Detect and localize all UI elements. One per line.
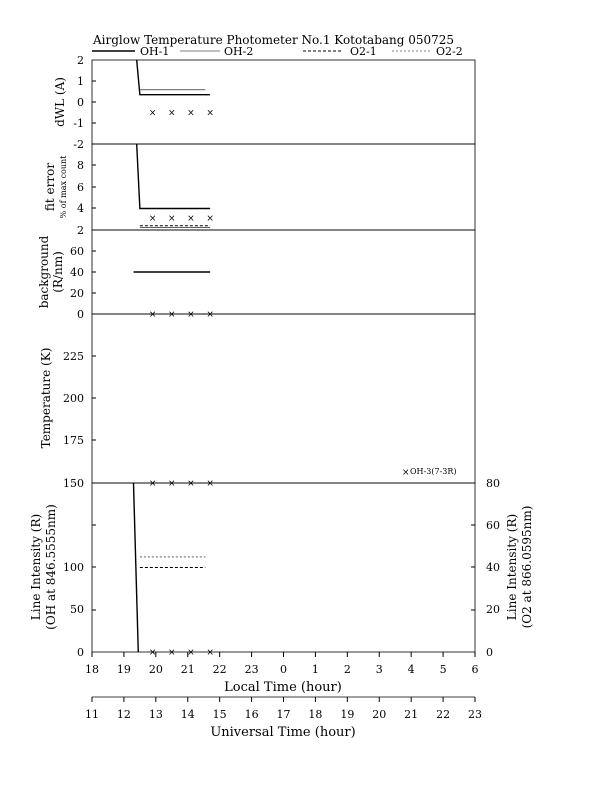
bg-yaxis bbox=[37, 235, 96, 321]
temp-ylabel: Temperature (K) bbox=[39, 347, 53, 449]
local-tick-label: 23 bbox=[244, 663, 259, 676]
ut-tick-label: 11 bbox=[85, 708, 99, 721]
plot-data bbox=[133, 60, 213, 658]
fit-ylabel-2: % of max count bbox=[59, 155, 68, 219]
data-marker: × bbox=[187, 479, 195, 489]
ut-tick-label: 20 bbox=[372, 708, 387, 721]
ut-tick-label: 17 bbox=[276, 708, 291, 721]
legend-oh2: OH-2 bbox=[224, 45, 254, 58]
ut-tick-label: 12 bbox=[116, 708, 131, 721]
ut-tick-label: 13 bbox=[148, 708, 163, 721]
ut-tick-label: 19 bbox=[340, 708, 355, 721]
data-marker: × bbox=[168, 214, 176, 225]
data-marker: × bbox=[187, 214, 195, 225]
ut-tick-label: 21 bbox=[404, 708, 419, 721]
int-ylabel-2: (OH at 846.5555nm) bbox=[44, 504, 58, 630]
dwl-tick: -1 bbox=[73, 117, 84, 130]
local-tick-label: 22 bbox=[212, 663, 227, 676]
dwl-tick: -2 bbox=[73, 138, 84, 151]
data-marker: × bbox=[206, 310, 214, 320]
ut-tick-label: 23 bbox=[468, 708, 482, 721]
fit-tick: 4 bbox=[77, 202, 84, 215]
chart-title: Airglow Temperature Photometer No.1 Kototabang 050725 bbox=[93, 33, 455, 47]
data-marker: × bbox=[168, 310, 176, 320]
data-marker: × bbox=[187, 108, 195, 119]
dwl-tick: 1 bbox=[77, 75, 84, 88]
int-tick: 150 bbox=[63, 477, 84, 490]
bg-ylabel-1: background bbox=[37, 235, 51, 309]
data-marker: × bbox=[148, 479, 157, 489]
fit-yaxis bbox=[43, 155, 96, 237]
dwl-yaxis bbox=[53, 54, 96, 151]
data-marker: × bbox=[206, 214, 214, 225]
ut-tick-label: 14 bbox=[180, 708, 195, 721]
local-tick-label: 5 bbox=[439, 663, 447, 676]
fit-tick: 6 bbox=[77, 181, 84, 194]
bg-tick: 40 bbox=[70, 266, 84, 279]
series-line-oh-1 bbox=[137, 60, 210, 95]
ut-axis bbox=[85, 697, 482, 721]
data-marker: × bbox=[168, 479, 176, 489]
local-tick-label: 3 bbox=[375, 663, 383, 676]
local-tick-label: 20 bbox=[148, 663, 163, 676]
temp-annotation-marker: × bbox=[402, 468, 410, 478]
temp-tick: 225 bbox=[63, 350, 84, 363]
fit-tick: 2 bbox=[77, 224, 84, 237]
local-time-axis bbox=[85, 652, 479, 676]
ut-tick-label: 18 bbox=[308, 708, 323, 721]
int-right-tick: 0 bbox=[486, 646, 493, 659]
intensity-yaxis bbox=[29, 477, 534, 659]
ut-tick-label: 22 bbox=[436, 708, 451, 721]
series-line-oh-1 bbox=[133, 483, 138, 652]
local-tick-label: 18 bbox=[85, 663, 99, 676]
legend-oh1: OH-1 bbox=[140, 45, 170, 58]
panel-intensity bbox=[92, 483, 475, 652]
local-tick-label: 0 bbox=[280, 663, 287, 676]
data-marker: × bbox=[206, 648, 214, 658]
local-tick-label: 2 bbox=[343, 663, 351, 676]
data-marker: × bbox=[206, 108, 214, 119]
dwl-tick: 2 bbox=[77, 54, 84, 67]
temp-yaxis bbox=[39, 348, 456, 478]
data-marker: × bbox=[148, 214, 157, 225]
dwl-ylabel: dWL (A) bbox=[53, 77, 67, 127]
ut-tick-label: 15 bbox=[212, 708, 227, 721]
local-tick-label: 1 bbox=[311, 663, 319, 676]
int-tick: 0 bbox=[77, 646, 84, 659]
int-right-ylabel-1: Line Intensity (R) bbox=[505, 513, 519, 621]
temp-tick: 175 bbox=[63, 434, 84, 447]
int-tick: 100 bbox=[63, 561, 84, 574]
panel-temperature bbox=[92, 314, 475, 483]
int-right-tick: 20 bbox=[486, 603, 500, 616]
dwl-tick: 0 bbox=[77, 96, 84, 109]
local-tick-label: 6 bbox=[471, 663, 479, 676]
data-marker: × bbox=[168, 648, 176, 658]
local-tick-label: 4 bbox=[407, 663, 415, 676]
data-marker: × bbox=[148, 108, 157, 119]
int-ylabel-1: Line Intensity (R) bbox=[29, 513, 43, 621]
bg-tick: 0 bbox=[77, 308, 84, 321]
int-right-tick: 40 bbox=[486, 561, 500, 574]
data-marker: × bbox=[187, 310, 195, 320]
bg-ylabel-2: (R/nm) bbox=[51, 251, 65, 293]
data-marker: × bbox=[168, 108, 176, 119]
local-time-label: Local Time (hour) bbox=[224, 680, 342, 695]
local-tick-label: 21 bbox=[180, 663, 195, 676]
series-line-oh-1 bbox=[137, 144, 210, 209]
int-right-tick: 80 bbox=[486, 477, 500, 490]
ut-tick-label: 16 bbox=[244, 708, 259, 721]
data-marker: × bbox=[187, 648, 195, 658]
temp-tick: 200 bbox=[63, 392, 84, 405]
bg-tick: 20 bbox=[70, 287, 84, 300]
legend-o21: O2-1 bbox=[350, 45, 377, 58]
data-marker: × bbox=[206, 479, 214, 489]
bg-tick: 60 bbox=[70, 245, 84, 258]
ut-label: Universal Time (hour) bbox=[210, 725, 356, 740]
panel-dwl bbox=[92, 60, 475, 144]
legend-o22: O2-2 bbox=[436, 45, 463, 58]
temp-annotation: OH-3(7-3R) bbox=[410, 467, 457, 476]
int-right-ylabel-2: (O2 at 866.0595nm) bbox=[520, 505, 534, 629]
fit-ylabel-1: fit error bbox=[43, 162, 57, 212]
local-tick-label: 19 bbox=[116, 663, 131, 676]
int-right-tick: 60 bbox=[486, 519, 500, 532]
data-marker: × bbox=[148, 648, 157, 658]
fit-tick: 8 bbox=[77, 159, 84, 172]
data-marker: × bbox=[148, 310, 157, 320]
int-tick: 50 bbox=[70, 603, 84, 616]
